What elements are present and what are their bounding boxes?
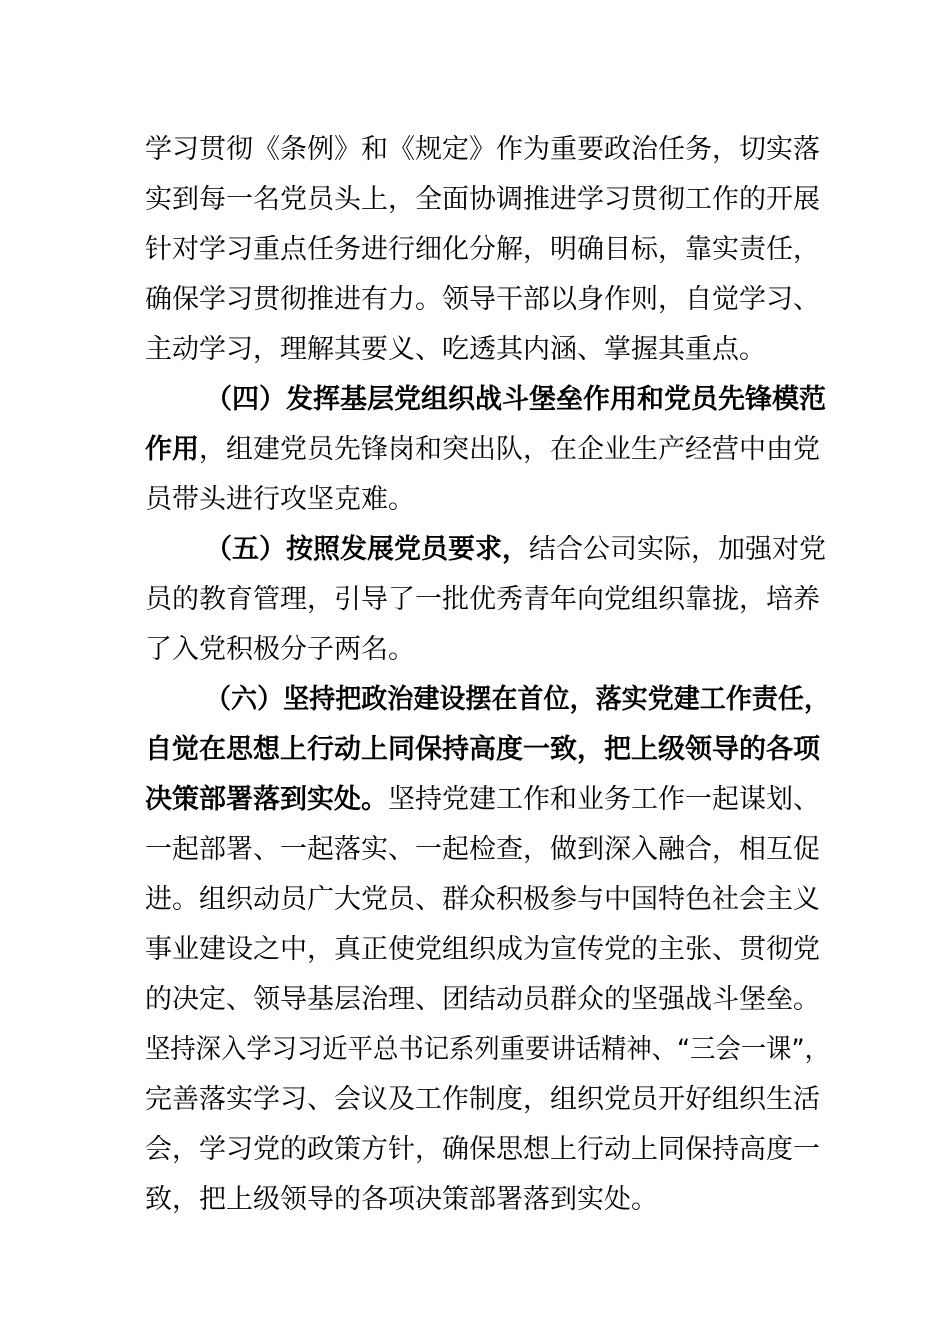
text-line — [145, 983, 820, 1017]
bold-text-segment: （四）发挥基层党组织战斗堡垒作用和党员先锋模范 — [205, 384, 826, 415]
text-segment: 实到每一名党员头上，全面协调推进学习贯彻工作的开展 — [145, 184, 820, 215]
text-line — [145, 633, 415, 667]
text-segment: 确保学习贯彻推进有力。领导干部以身作则，自觉学习、 — [145, 284, 820, 315]
text-line — [145, 183, 820, 217]
bold-text-segment: （六）坚持把政治建设摆在首位，落实党建工作责任， — [205, 684, 830, 715]
text-segment: 结合公司实际，加强对党 — [529, 534, 826, 565]
text-line — [205, 383, 826, 417]
text-segment: 员的教育管理，引导了一批优秀青年向党组织靠拢，培养 — [145, 584, 820, 615]
text-line — [145, 433, 820, 467]
text-line — [205, 533, 826, 567]
text-line — [145, 133, 820, 167]
bold-text-segment: （五）按照发展党员要求， — [205, 534, 529, 565]
text-segment: 完善落实学习、会议及工作制度，组织党员开好组织生活 — [145, 1084, 820, 1115]
text-line — [145, 833, 820, 867]
text-segment: ，组建党员先锋岗和突出队，在企业生产经营中由党 — [199, 434, 820, 465]
text-line — [145, 283, 820, 317]
text-segment: 主动学习，理解其要义、吃透其内涵、掌握其重点。 — [145, 334, 766, 365]
text-segment: 针对学习重点任务进行细化分解，明确目标，靠实责任， — [145, 234, 820, 265]
text-line — [145, 1033, 830, 1067]
bold-text-segment: 自觉在思想上行动上同保持高度一致，把上级领导的各项 — [145, 734, 820, 765]
bold-text-segment: 决策部署落到实处。 — [145, 784, 388, 815]
text-line — [145, 1183, 658, 1217]
text-segment: 坚持深入学习习近平总书记系列重要讲话精神、“三会一课”， — [145, 1034, 830, 1065]
text-line — [145, 783, 820, 817]
text-line — [145, 333, 766, 367]
text-segment: 进。组织动员广大党员、群众积极参与中国特色社会主义 — [145, 884, 820, 915]
text-segment: 一起部署、一起落实、一起检查，做到深入融合，相互促 — [145, 834, 820, 865]
text-segment: 的决定、领导基层治理、团结动员群众的坚强战斗堡垒。 — [145, 984, 820, 1015]
text-line — [205, 683, 830, 717]
text-line — [145, 583, 820, 617]
text-segment: 致，把上级领导的各项决策部署落到实处。 — [145, 1184, 658, 1215]
bold-text-segment: 作用 — [145, 434, 199, 465]
text-segment: 事业建设之中，真正使党组织成为宣传党的主张、贯彻党 — [145, 934, 820, 965]
text-segment: 坚持党建工作和业务工作一起谋划、 — [388, 784, 820, 815]
text-line — [145, 1083, 820, 1117]
text-line — [145, 483, 415, 517]
text-segment: 了入党积极分子两名。 — [145, 634, 415, 665]
text-segment: 员带头进行攻坚克难。 — [145, 484, 415, 515]
text-line — [145, 1133, 820, 1167]
text-line — [145, 933, 820, 967]
text-line — [145, 733, 820, 767]
text-segment: 学习贯彻《条例》和《规定》作为重要政治任务，切实落 — [145, 134, 820, 165]
text-segment: 会，学习党的政策方针，确保思想上行动上同保持高度一 — [145, 1134, 820, 1165]
text-line — [145, 233, 820, 267]
text-line — [145, 883, 820, 917]
